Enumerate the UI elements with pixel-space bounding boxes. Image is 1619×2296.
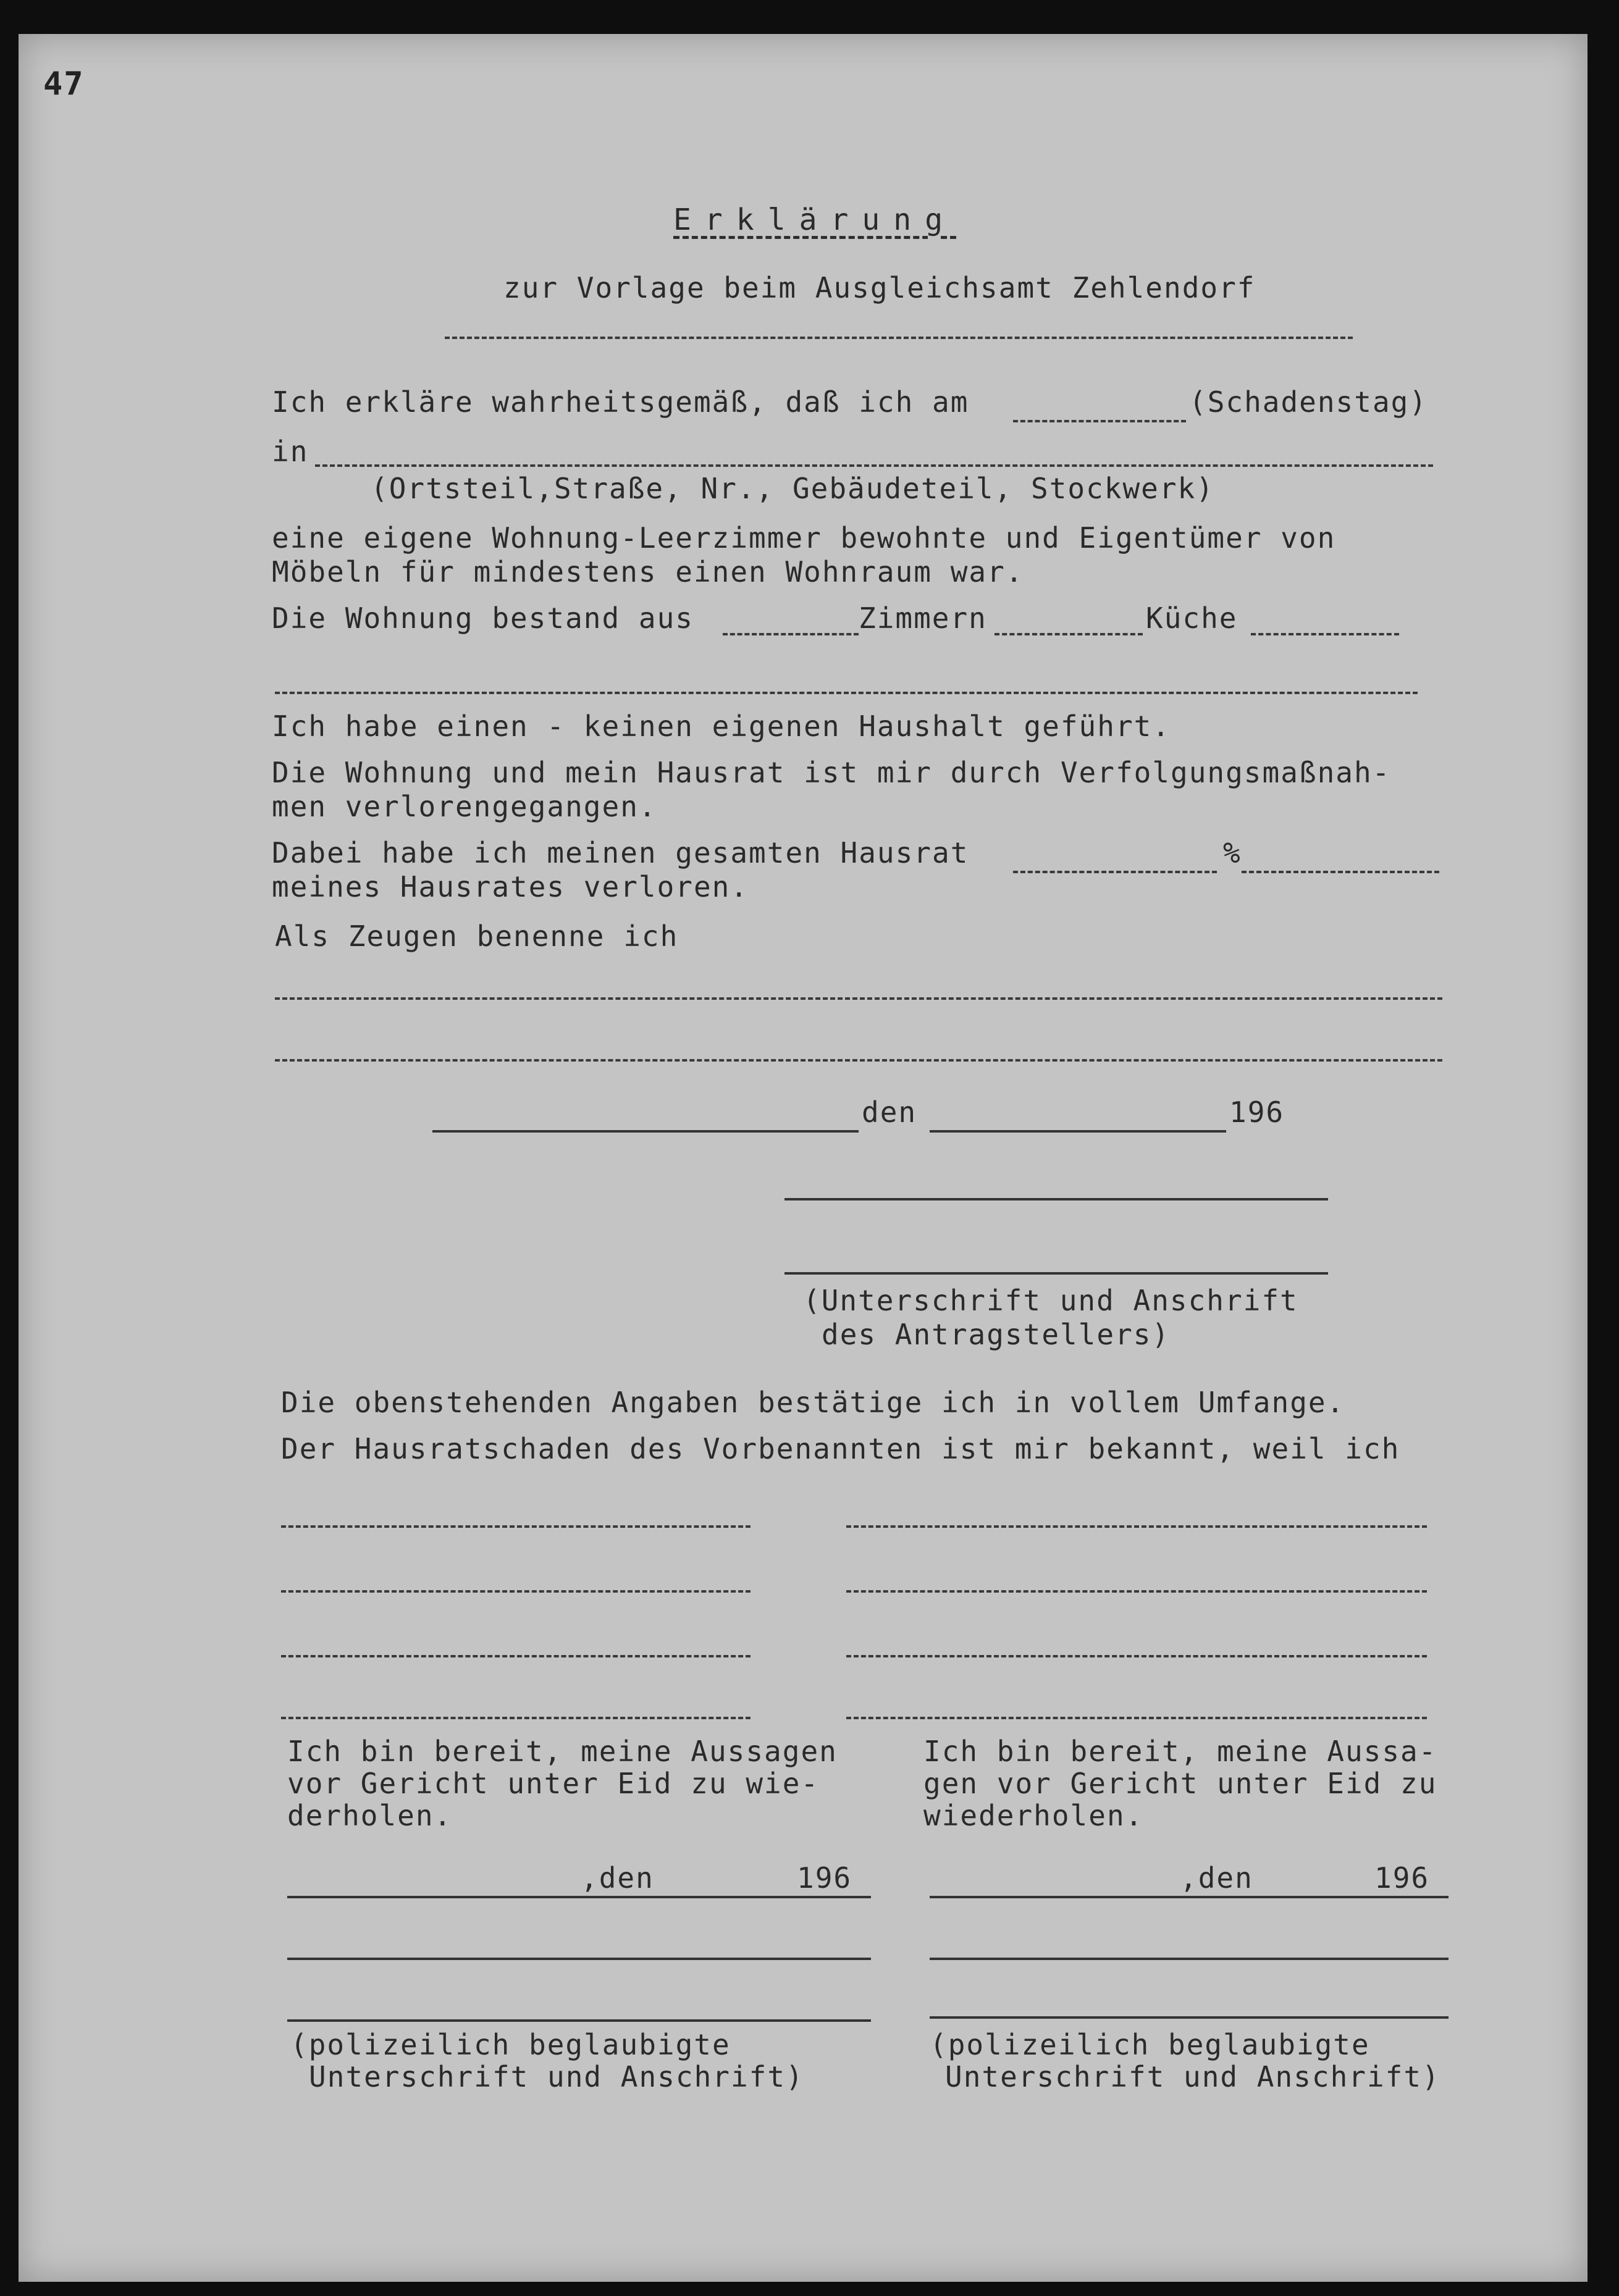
witness-right-oath-1: Ich bin bereit, meine Aussa-	[923, 1735, 1437, 1768]
kitchen-label: Küche	[1146, 601, 1238, 635]
rooms-label: Zimmern	[859, 601, 987, 635]
kitchen-count-field[interactable]	[995, 633, 1143, 635]
confirm-line-2: Der Hausratschaden des Vorbenannten ist mir bekannt, weil ich	[281, 1432, 1400, 1465]
title-separator	[445, 337, 1353, 339]
page-number-mark: 47	[43, 65, 85, 103]
date-year: 196	[1229, 1096, 1285, 1129]
persecution-line-2: men verlorengegangen.	[272, 790, 657, 823]
witness-left-oath-3: derholen.	[287, 1799, 453, 1832]
rooms-field[interactable]	[723, 633, 859, 635]
apartment-label: Die Wohnung bestand aus	[272, 601, 694, 635]
reason-right-field-4[interactable]	[846, 1717, 1427, 1719]
witness-right-signature-field[interactable]	[930, 1958, 1449, 1960]
loss-line-1: Dabei habe ich meinen gesamten Hausrat	[272, 836, 969, 869]
applicant-caption-2: des Antragstellers)	[822, 1318, 1171, 1351]
witness-right-caption-1: (polizeilich beglaubigte	[930, 2028, 1370, 2061]
witness-left-den: ,den	[581, 1861, 654, 1895]
place-field[interactable]	[432, 1130, 859, 1133]
loss-line-2: meines Hausrates verloren.	[272, 870, 749, 903]
witness-left-caption-1: (polizeilich beglaubigte	[290, 2028, 731, 2061]
date-den-label: den	[862, 1096, 917, 1129]
apartment-extra-field[interactable]	[275, 692, 1418, 694]
document-page	[19, 34, 1587, 2282]
date-field[interactable]	[930, 1130, 1226, 1133]
witness-left-oath-1: Ich bin bereit, meine Aussagen	[287, 1735, 838, 1768]
declaration-line-1: Ich erkläre wahrheitsgemäß, daß ich am	[272, 385, 969, 419]
loss-percent-field[interactable]	[1013, 871, 1217, 873]
applicant-signature-field[interactable]	[784, 1198, 1328, 1200]
witness-left-place-date-field[interactable]	[287, 1896, 871, 1898]
household-line: Ich habe einen - keinen eigenen Haushalt geführt.	[272, 710, 1171, 743]
witness-right-address-field[interactable]	[930, 2016, 1449, 2019]
witness-left-address-field[interactable]	[287, 2019, 871, 2022]
reason-right-field-3[interactable]	[846, 1655, 1427, 1657]
reason-left-field-3[interactable]	[281, 1655, 751, 1657]
applicant-address-field[interactable]	[784, 1272, 1328, 1275]
damage-date-field[interactable]	[1013, 420, 1186, 422]
persecution-line-1: Die Wohnung und mein Hausrat ist mir durch Verfolgungsmaßnah-	[272, 756, 1391, 789]
reason-left-field-4[interactable]	[281, 1717, 751, 1719]
witness-field-2[interactable]	[275, 1059, 1442, 1062]
witness-right-year: 196	[1374, 1861, 1430, 1895]
location-caption: (Ortsteil,Straße, Nr., Gebäudeteil, Stockwerk)	[371, 472, 1214, 505]
reason-right-field-1[interactable]	[846, 1525, 1427, 1528]
kitchen-field[interactable]	[1251, 633, 1399, 635]
damage-date-label: (Schadenstag)	[1189, 385, 1428, 419]
document-title: Erklärung	[673, 203, 957, 237]
applicant-caption-1: (Unterschrift und Anschrift	[803, 1284, 1298, 1317]
reason-left-field-1[interactable]	[281, 1525, 751, 1528]
witness-right-caption-2: Unterschrift und Anschrift)	[945, 2060, 1440, 2093]
declaration-line-4: Möbeln für mindestens einen Wohnraum war.	[272, 555, 1024, 589]
witness-left-signature-field[interactable]	[287, 1958, 871, 1960]
reason-left-field-2[interactable]	[281, 1590, 751, 1593]
confirm-line-1: Die obenstehenden Angaben bestätige ich in vollem Umfange.	[281, 1386, 1345, 1419]
witness-right-oath-2: gen vor Gericht unter Eid zu	[923, 1767, 1437, 1800]
percent-sign: %	[1223, 836, 1242, 869]
witness-field-1[interactable]	[275, 997, 1442, 1000]
location-field[interactable]	[315, 464, 1433, 467]
document-subtitle: zur Vorlage beim Ausgleichsamt Zehlendorf	[503, 271, 1256, 304]
witness-left-caption-2: Unterschrift und Anschrift)	[309, 2060, 804, 2093]
witness-left-oath-2: vor Gericht unter Eid zu wie-	[287, 1767, 820, 1800]
declaration-line-3: eine eigene Wohnung-Leerzimmer bewohnte und Eigentümer von	[272, 521, 1336, 555]
loss-extra-field[interactable]	[1242, 871, 1439, 873]
witness-right-place-date-field[interactable]	[930, 1896, 1449, 1898]
location-label: in	[272, 435, 309, 468]
witness-right-den: ,den	[1180, 1861, 1253, 1895]
witness-right-oath-3: wiederholen.	[923, 1799, 1144, 1832]
witnesses-label: Als Zeugen benenne ich	[275, 920, 679, 953]
reason-right-field-2[interactable]	[846, 1590, 1427, 1593]
witness-left-year: 196	[797, 1861, 852, 1895]
